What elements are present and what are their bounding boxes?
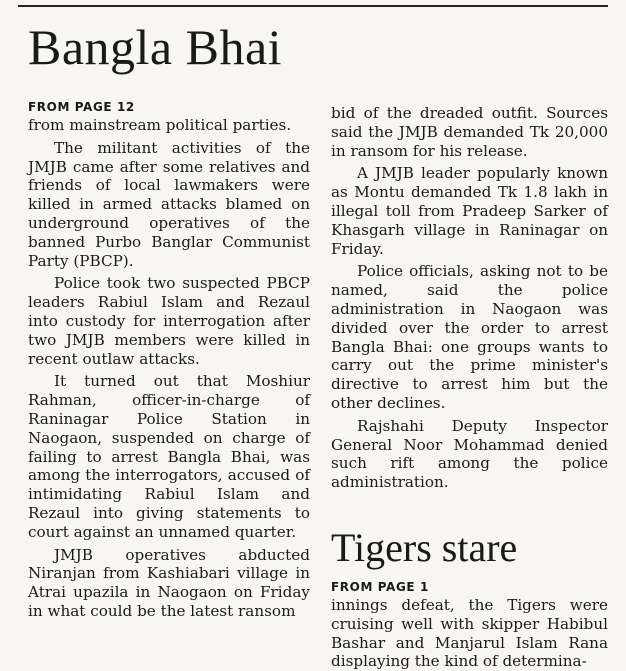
paragraph: from mainstream political parties. — [28, 116, 292, 134]
top-rule — [18, 5, 608, 7]
paragraph: The militant activities of the JMJB came after some relatives and friends of local lawmakers were killed in armed attacks blamed on underground operatives of the banned Purbo Banglar Communist Party (PBCP). — [28, 138, 310, 270]
paragraph: Rajshahi Deputy Inspector General Noor Mohammad denied such rift among the police administration. — [331, 416, 608, 492]
paragraph: It turned out that Moshiur Rahman, officer-in-charge of Raninagar Police Station in Naogaon, suspended on charge of failing to arrest Bangla Bhai, was among the interrogators, accused of intimidating Rabiul Islam and Rezaul into giving statements to court against an unnamed quarter. — [28, 372, 310, 541]
story-headline: Bangla Bhai — [28, 19, 283, 75]
paragraph: Police officials, asking not to be named, said the police administration in Naogaon was divided over the order to arrest Bangla Bhai: one groups wants to carry out the prime minister's directive to arrest him but the other declines. — [331, 262, 608, 412]
second-story-jump-line: FROM PAGE 1 — [331, 579, 429, 594]
jump-line: FROM PAGE 12 — [28, 100, 135, 114]
second-story-headline: Tigers stare — [331, 524, 518, 570]
paragraph: Police took two suspected PBCP leaders Rabiul Islam and Rezaul into custody for interrogation after two JMJB members were killed in recent outlaw attacks. — [28, 274, 310, 368]
right-column — [331, 104, 608, 671]
paragraph: innings defeat, the Tigers were cruising well with skipper Habibul Bashar and Manjarul Islam Rana displaying the kind of determina- — [331, 595, 608, 671]
paragraph: A JMJB leader popularly known as Montu demanded Tk 1.8 lakh in illegal toll from Pradeep Sarker of Khasgarh village in Raninagar on Friday. — [331, 164, 608, 258]
left-column — [28, 100, 310, 621]
paragraph: bid of the dreaded outfit. Sources said the JMJB demanded Tk 20,000 in ransom for his release. — [331, 104, 608, 160]
paragraph: JMJB operatives abducted Niranjan from Kashiabari village in Atrai upazila in Naogaon on Friday in what could be the latest ransom — [28, 545, 310, 620]
